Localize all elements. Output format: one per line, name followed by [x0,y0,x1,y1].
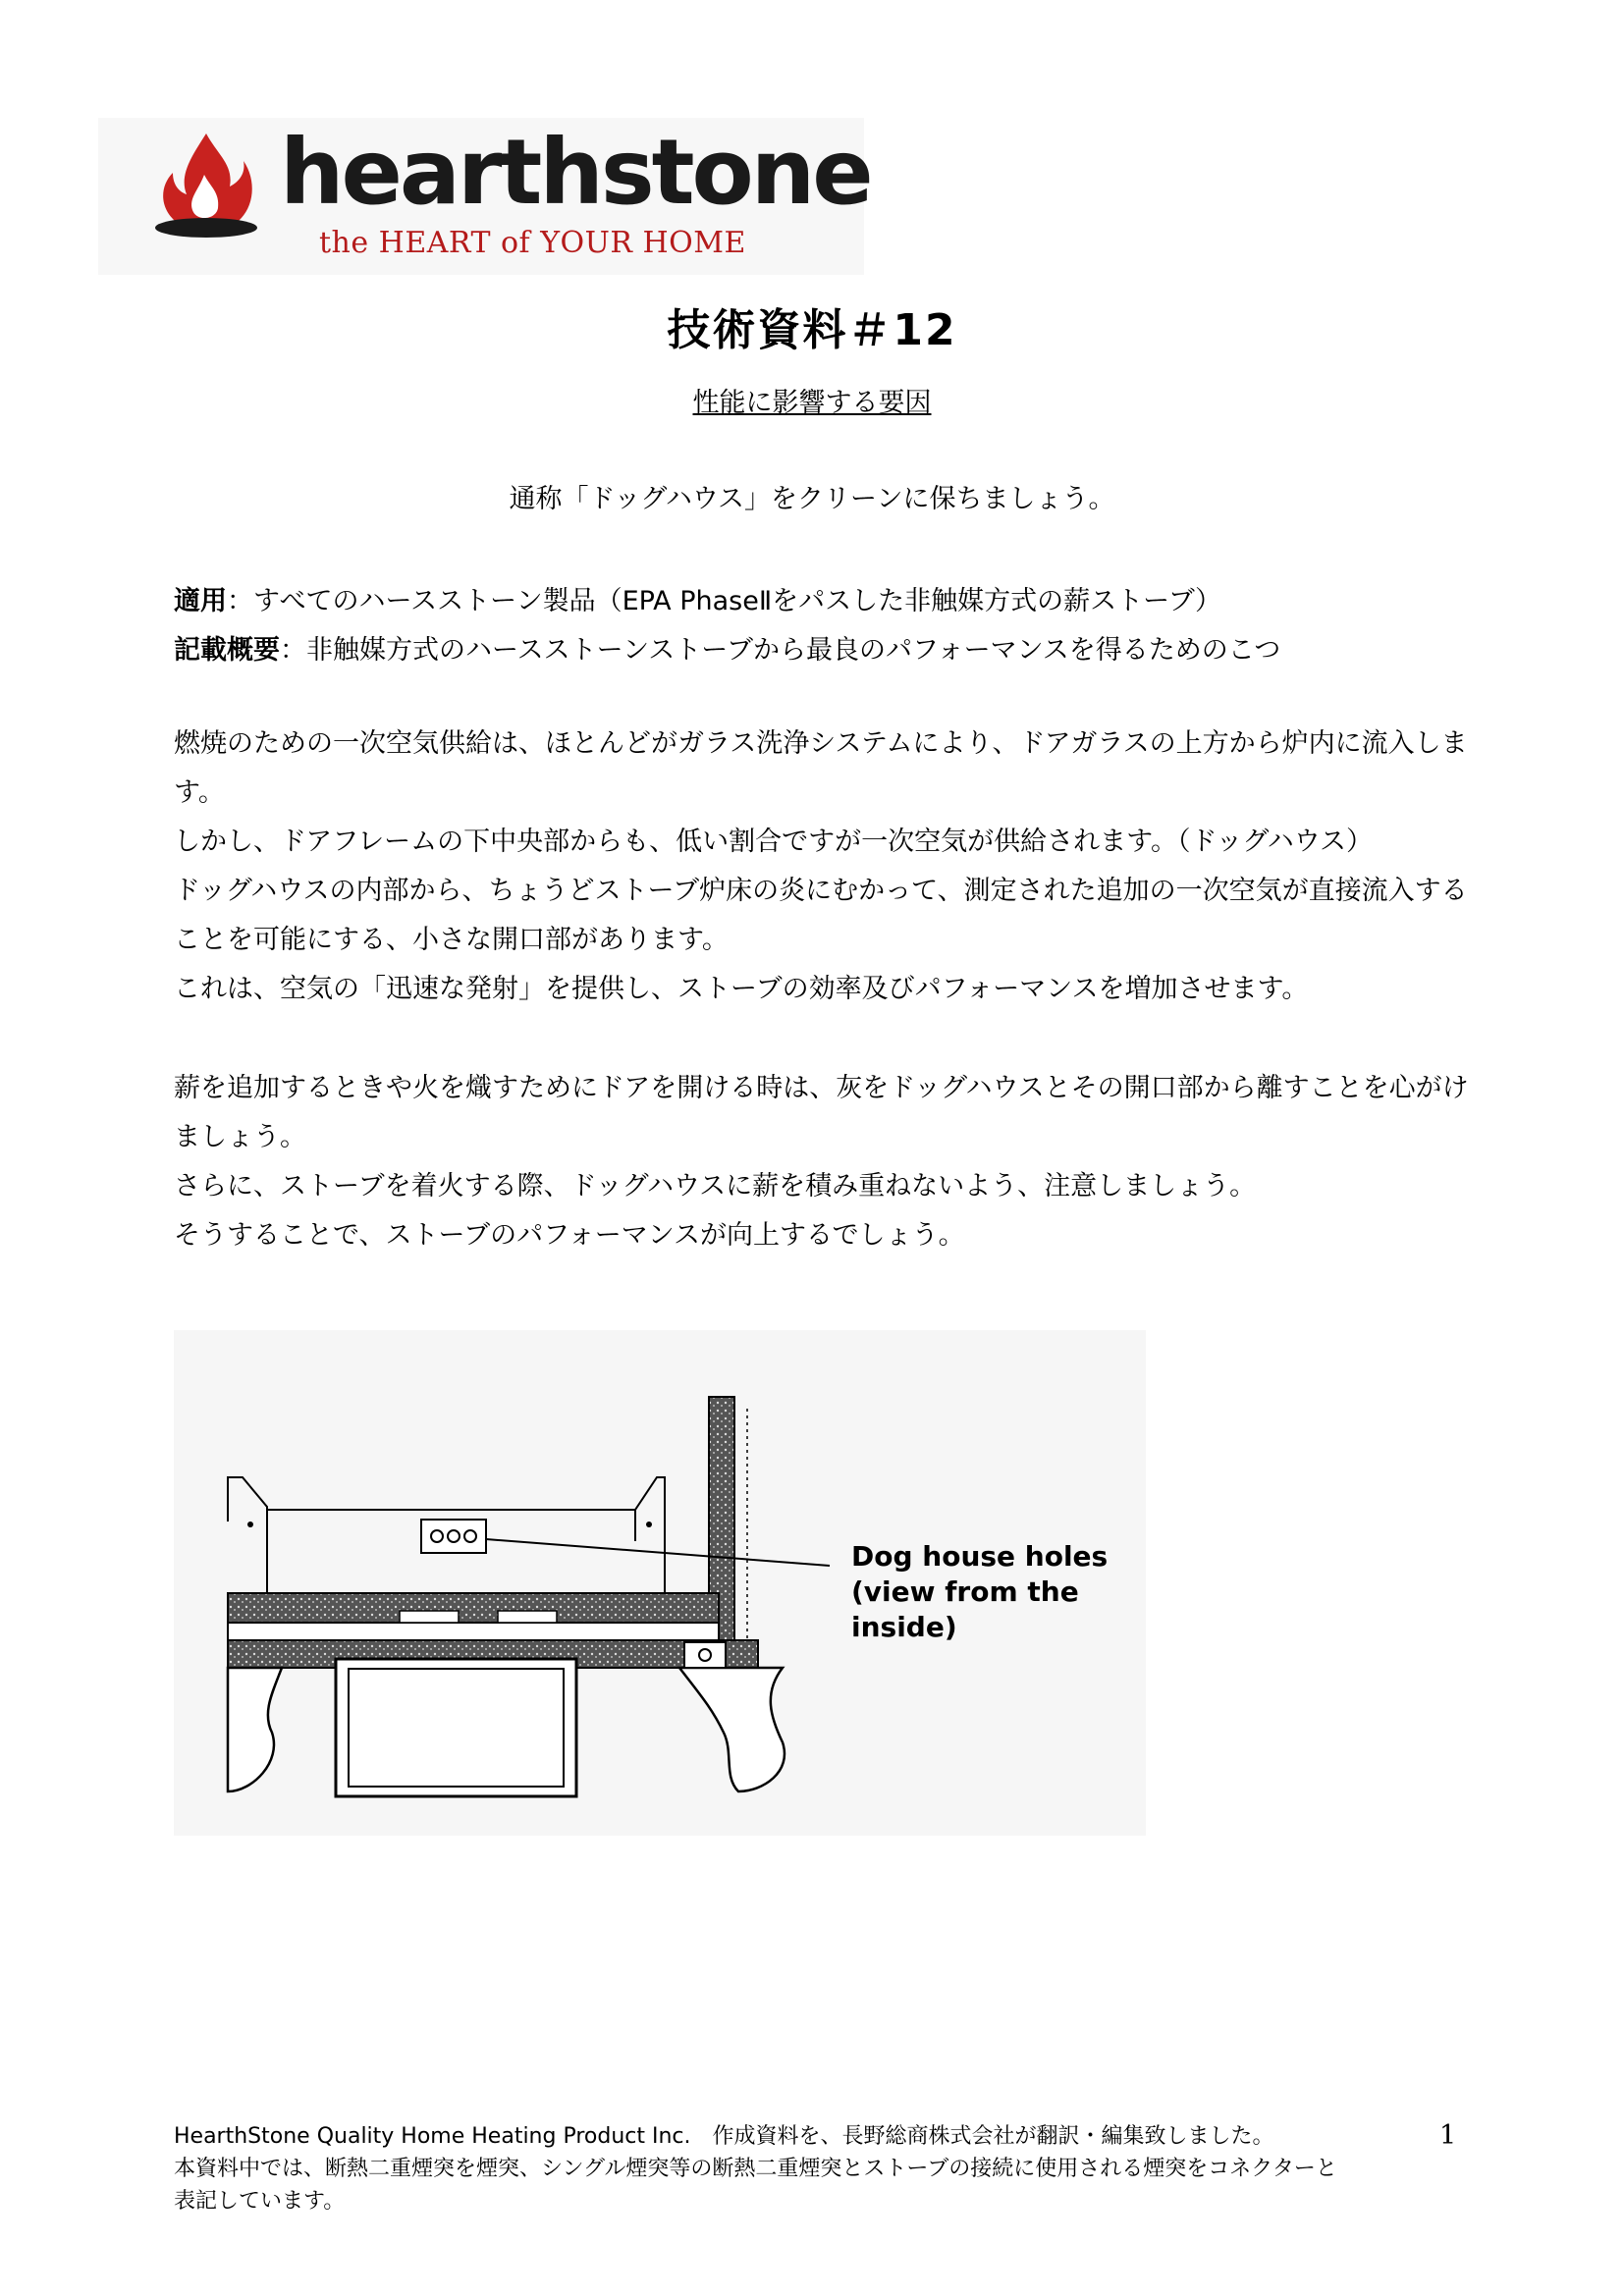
figure-label-line-3: inside) [851,1611,957,1643]
footer-line: 本資料中では、断熱二重煙突を煙突、シングル煙突等の断熱二重煙突とストーブの接続に使用される煙突をコネクターと [174,2157,1337,2181]
footer-note [174,2120,1337,2217]
applies-label: 適用 [174,586,227,616]
applies-line [174,579,1221,617]
paragraph-line: さらに、ストーブを着火する際、ドッグハウスに薪を積み重ねないよう、注意しましょう。 [174,1171,1257,1201]
applies-text: ：すべてのハースストーン製品（EPA PhaseⅡをパスした非触媒方式の薪ストーブ） [227,586,1222,616]
body-paragraph-2 [174,1064,1470,1260]
document-title: 技術資料＃12 [667,305,957,355]
logo-tagline: the HEART of YOUR HOME [319,226,746,260]
brand-logo [98,118,871,275]
summary-label: 記載概要 [174,635,280,666]
paragraph-line: ドッグハウスの内部から、ちょうどストーブ炉床の炎にむかって、測定された追加の一次空気が直接流入することを可能にする、小さな開口部があります。 [174,876,1468,955]
figure-label-line-2: (view from the [851,1575,1079,1608]
page-number: 1 [1439,2120,1457,2151]
figure-label-line-1: Dog house holes [851,1540,1109,1573]
flame-icon [147,126,265,243]
paragraph-line: しかし、ドアフレームの下中央部からも、低い割合ですが一次空気が供給されます。（ドッグハウス） [174,827,1373,857]
summary-text: ：非触媒方式のハースストーンストーブから最良のパフォーマンスを得るためのこつ [280,635,1281,666]
paragraph-line: そうすることで、ストーブのパフォーマンスが向上するでしょう。 [174,1220,965,1251]
paragraph-line: 薪を追加するときや火を熾すためにドアを開ける時は、灰をドッグハウスとその開口部から離すことを心がけましょう。 [174,1073,1469,1152]
stove-diagram-figure [174,1330,1146,1836]
footer-line: 表記しています。 [174,2189,346,2214]
logo-wordmark: hearthstone [280,120,871,225]
lead-sentence: 通称「ドッグハウス」をクリーンに保ちましょう。 [509,484,1115,514]
document-subtitle: 性能に影響する要因 [692,388,932,418]
summary-line [174,628,1280,667]
footer-line: HearthStone Quality Home Heating Product Inc. 作成資料を、長野総商株式会社が翻訳・編集致しました。 [174,2124,1274,2149]
stove-cross-section-drawing [174,1330,1146,1836]
paragraph-line: これは、空気の「迅速な発射」を提供し、ストーブの効率及びパフォーマンスを増加させます。 [174,974,1309,1004]
body-paragraph-1 [174,720,1470,1014]
paragraph-line: 燃焼のための一次空気供給は、ほとんどがガラス洗浄システムにより、ドアガラスの上方から炉内に流入します。 [174,728,1468,808]
